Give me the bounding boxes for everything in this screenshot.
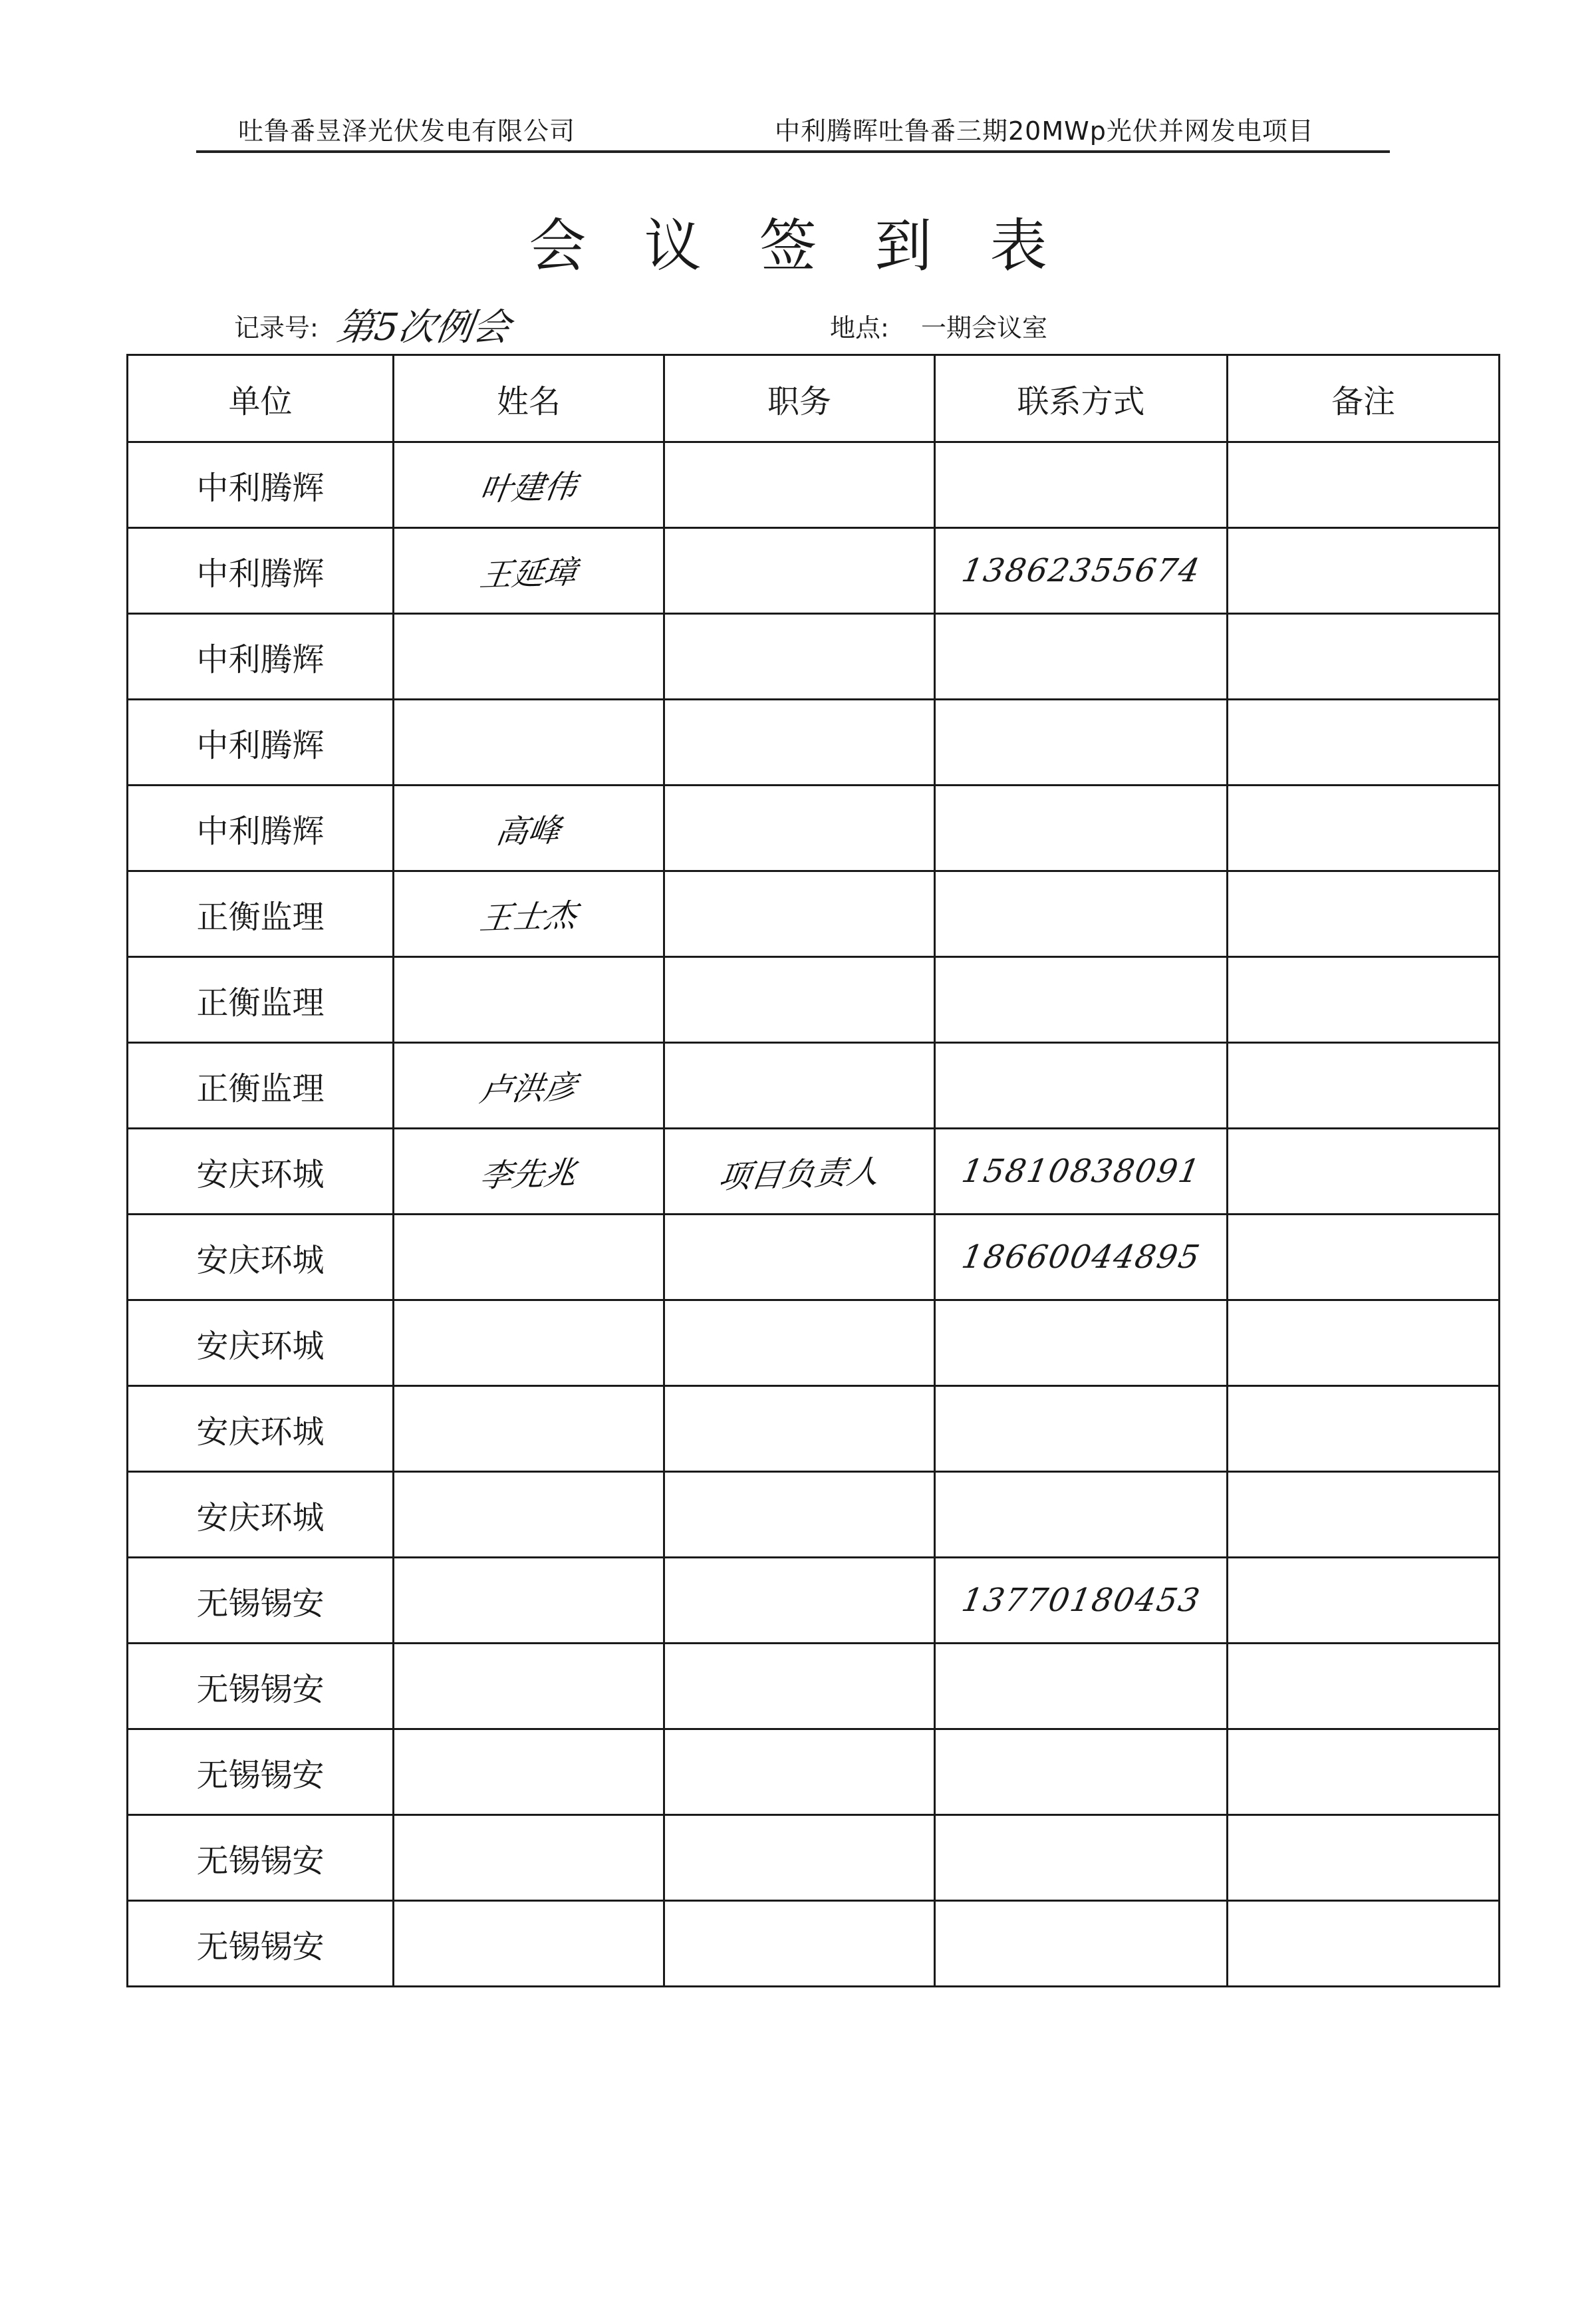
cell-position-text: 项目负责人 bbox=[716, 1153, 882, 1196]
cell-contact bbox=[935, 1558, 1228, 1644]
cell-position bbox=[664, 1729, 935, 1815]
cell-contact bbox=[935, 957, 1228, 1043]
table-row bbox=[128, 1472, 1500, 1558]
cell-contact bbox=[935, 1644, 1228, 1729]
cell-unit bbox=[128, 1129, 394, 1215]
cell-position bbox=[664, 1386, 935, 1472]
cell-contact bbox=[935, 1386, 1228, 1472]
cell-note bbox=[1228, 1043, 1500, 1129]
cell-contact bbox=[935, 614, 1228, 700]
cell-name-signature-text: 李先兆 bbox=[477, 1154, 579, 1195]
cell-unit bbox=[128, 1558, 394, 1644]
cell-unit bbox=[128, 700, 394, 786]
cell-unit-text: 无锡锡安 bbox=[196, 1756, 325, 1794]
attendance-table bbox=[126, 354, 1500, 1987]
header-project: 中利腾晖吐鲁番三期20MWp光伏并网发电项目 bbox=[775, 116, 1314, 146]
record-number-label: 记录号: bbox=[234, 313, 319, 343]
cell-position bbox=[664, 1043, 935, 1129]
cell-note bbox=[1228, 1729, 1500, 1815]
cell-unit-text: 无锡锡安 bbox=[196, 1584, 325, 1622]
cell-name-signature bbox=[394, 700, 664, 786]
cell-note bbox=[1228, 1215, 1500, 1300]
cell-name-signature-text: 高峰 bbox=[493, 811, 563, 851]
cell-unit bbox=[128, 786, 394, 871]
cell-name-signature bbox=[394, 957, 664, 1043]
table-row bbox=[128, 1129, 1500, 1215]
cell-unit-text: 无锡锡安 bbox=[196, 1670, 325, 1708]
header-company: 吐鲁番昱泽光伏发电有限公司 bbox=[238, 116, 576, 146]
cell-name-signature-text: 卢洪彦 bbox=[477, 1068, 579, 1109]
cell-unit bbox=[128, 1815, 394, 1901]
cell-contact bbox=[935, 1901, 1228, 1987]
cell-contact-text: 15810838091 bbox=[958, 1153, 1204, 1190]
cell-position bbox=[664, 1129, 935, 1215]
cell-note bbox=[1228, 614, 1500, 700]
cell-contact bbox=[935, 1043, 1228, 1129]
location-value: 一期会议室 bbox=[921, 313, 1048, 343]
cell-unit-text: 安庆环城 bbox=[196, 1499, 325, 1536]
cell-contact bbox=[935, 442, 1228, 528]
cell-note bbox=[1228, 1558, 1500, 1644]
cell-unit bbox=[128, 1901, 394, 1987]
table-row bbox=[128, 1558, 1500, 1644]
cell-unit bbox=[128, 871, 394, 957]
column-header-contact: 联系方式 bbox=[935, 355, 1228, 442]
cell-name-signature bbox=[394, 871, 664, 957]
table-row bbox=[128, 871, 1500, 957]
cell-note bbox=[1228, 1644, 1500, 1729]
cell-position bbox=[664, 1558, 935, 1644]
cell-contact-text: 18660044895 bbox=[958, 1238, 1204, 1276]
cell-note bbox=[1228, 786, 1500, 871]
table-row bbox=[128, 1729, 1500, 1815]
cell-note bbox=[1228, 442, 1500, 528]
column-header-name: 姓名 bbox=[394, 355, 664, 442]
table-row bbox=[128, 1300, 1500, 1386]
cell-unit bbox=[128, 1472, 394, 1558]
cell-unit-text: 中利腾辉 bbox=[196, 726, 325, 764]
cell-note bbox=[1228, 1129, 1500, 1215]
cell-unit-text: 中利腾辉 bbox=[196, 469, 325, 507]
cell-unit-text: 正衡监理 bbox=[196, 1070, 325, 1107]
cell-contact bbox=[935, 1129, 1228, 1215]
cell-position bbox=[664, 442, 935, 528]
cell-name-signature bbox=[394, 1129, 664, 1215]
cell-position bbox=[664, 786, 935, 871]
cell-unit-text: 无锡锡安 bbox=[196, 1928, 325, 1965]
cell-unit bbox=[128, 1043, 394, 1129]
header-divider bbox=[196, 150, 1390, 153]
table-row bbox=[128, 700, 1500, 786]
cell-unit bbox=[128, 442, 394, 528]
cell-contact bbox=[935, 1815, 1228, 1901]
table-row bbox=[128, 614, 1500, 700]
cell-name-signature bbox=[394, 786, 664, 871]
cell-name-signature bbox=[394, 442, 664, 528]
table-row bbox=[128, 1815, 1500, 1901]
cell-note bbox=[1228, 700, 1500, 786]
cell-unit bbox=[128, 1215, 394, 1300]
cell-unit-text: 正衡监理 bbox=[196, 984, 325, 1022]
cell-unit-text: 安庆环城 bbox=[196, 1413, 325, 1451]
table-header-row bbox=[128, 355, 1500, 442]
cell-name-signature bbox=[394, 1729, 664, 1815]
cell-position bbox=[664, 528, 935, 614]
cell-name-signature bbox=[394, 1815, 664, 1901]
cell-contact-text: 13862355674 bbox=[958, 552, 1204, 589]
table-row bbox=[128, 1386, 1500, 1472]
cell-unit-text: 中利腾辉 bbox=[196, 641, 325, 678]
cell-position bbox=[664, 614, 935, 700]
cell-unit bbox=[128, 528, 394, 614]
cell-contact bbox=[935, 1215, 1228, 1300]
cell-unit bbox=[128, 614, 394, 700]
cell-contact bbox=[935, 528, 1228, 614]
cell-note bbox=[1228, 871, 1500, 957]
column-header-position: 职务 bbox=[664, 355, 935, 442]
cell-note bbox=[1228, 1901, 1500, 1987]
cell-note bbox=[1228, 1472, 1500, 1558]
cell-note bbox=[1228, 1815, 1500, 1901]
cell-name-signature bbox=[394, 1901, 664, 1987]
column-header-unit: 单位 bbox=[128, 355, 394, 442]
table-row bbox=[128, 1644, 1500, 1729]
location-label: 地点: bbox=[830, 313, 889, 343]
cell-position bbox=[664, 1815, 935, 1901]
cell-position bbox=[664, 1901, 935, 1987]
cell-unit bbox=[128, 1644, 394, 1729]
cell-unit-text: 无锡锡安 bbox=[196, 1842, 325, 1880]
cell-contact bbox=[935, 1729, 1228, 1815]
cell-unit-text: 安庆环城 bbox=[196, 1241, 325, 1279]
table-row bbox=[128, 957, 1500, 1043]
column-header-note: 备注 bbox=[1228, 355, 1500, 442]
cell-note bbox=[1228, 1386, 1500, 1472]
cell-name-signature bbox=[394, 1558, 664, 1644]
cell-unit bbox=[128, 1300, 394, 1386]
cell-contact bbox=[935, 1300, 1228, 1386]
table-row bbox=[128, 442, 1500, 528]
cell-position bbox=[664, 871, 935, 957]
cell-contact-text: 13770180453 bbox=[958, 1582, 1204, 1619]
cell-unit-text: 正衡监理 bbox=[196, 898, 325, 936]
cell-name-signature-text: 王延璋 bbox=[477, 553, 579, 594]
cell-unit-text: 安庆环城 bbox=[196, 1155, 325, 1193]
cell-contact bbox=[935, 1472, 1228, 1558]
cell-name-signature bbox=[394, 1043, 664, 1129]
cell-note bbox=[1228, 957, 1500, 1043]
cell-position bbox=[664, 1215, 935, 1300]
cell-position bbox=[664, 1300, 935, 1386]
cell-unit bbox=[128, 1729, 394, 1815]
cell-unit-text: 安庆环城 bbox=[196, 1327, 325, 1365]
cell-unit-text: 中利腾辉 bbox=[196, 555, 325, 593]
table-row bbox=[128, 786, 1500, 871]
cell-unit-text: 中利腾辉 bbox=[196, 812, 325, 850]
cell-position bbox=[664, 957, 935, 1043]
cell-name-signature-text: 王士杰 bbox=[477, 897, 579, 937]
cell-name-signature bbox=[394, 1300, 664, 1386]
table-row bbox=[128, 1901, 1500, 1987]
cell-unit bbox=[128, 957, 394, 1043]
cell-name-signature bbox=[394, 528, 664, 614]
cell-name-signature bbox=[394, 1215, 664, 1300]
cell-position bbox=[664, 700, 935, 786]
cell-name-signature bbox=[394, 1472, 664, 1558]
cell-note bbox=[1228, 1300, 1500, 1386]
cell-position bbox=[664, 1472, 935, 1558]
cell-name-signature bbox=[394, 614, 664, 700]
record-number-value: 第5次例会 bbox=[334, 306, 513, 349]
cell-unit bbox=[128, 1386, 394, 1472]
cell-name-signature bbox=[394, 1386, 664, 1472]
cell-contact bbox=[935, 700, 1228, 786]
cell-name-signature bbox=[394, 1644, 664, 1729]
document-title: 会 议 签 到 表 bbox=[529, 213, 1067, 279]
cell-contact bbox=[935, 871, 1228, 957]
cell-note bbox=[1228, 528, 1500, 614]
cell-contact bbox=[935, 786, 1228, 871]
table-row bbox=[128, 528, 1500, 614]
cell-position bbox=[664, 1644, 935, 1729]
cell-name-signature-text: 叶建伟 bbox=[477, 468, 579, 508]
table-row bbox=[128, 1215, 1500, 1300]
table-row bbox=[128, 1043, 1500, 1129]
